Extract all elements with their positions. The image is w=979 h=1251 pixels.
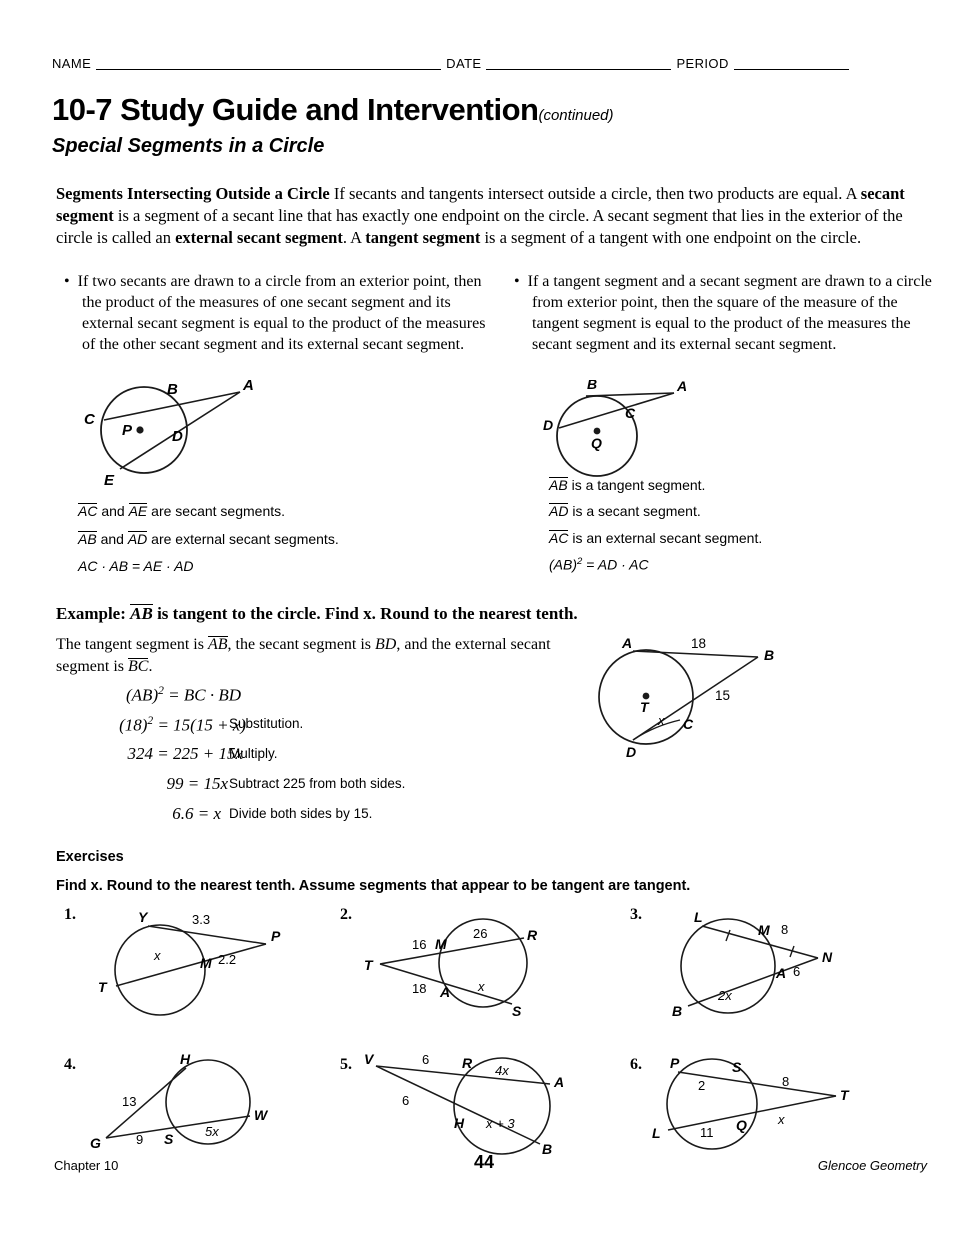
label-m: M (758, 922, 770, 938)
theorem-bullet-tangent-secant: • If a tangent segment and a secant segment are drawn to a circle from exterior point, then the square of the measure of the tangent segment is equal to the product of the measures the secant segment and its external secant segment. (514, 273, 932, 353)
secant-tr (380, 938, 524, 964)
secant-ad (559, 393, 674, 428)
concept-text-2: is a segment of a secant line that has exactly one endpoint on the circle. A secant segment that lies in the exterior of the circle is called an (56, 205, 903, 247)
label-n: N (822, 949, 833, 965)
label-r: R (527, 927, 538, 943)
label-q: Q (591, 435, 602, 451)
tangent-ab (586, 393, 674, 396)
caption-seg-ac: AC (549, 530, 569, 546)
concept-paragraph (56, 183, 928, 249)
label-v: V (364, 1051, 374, 1067)
measure-an: 6 (793, 964, 801, 979)
page-subtitle: Special Segments in a Circle (52, 135, 325, 157)
example-body-3: , and the external secant segment is (56, 636, 551, 675)
exercises-instructions: Find x. Round to the nearest tenth. Assume segments that appear to be tangent are tangent. (56, 878, 691, 894)
step-expression: 6.6 = x (172, 804, 221, 823)
figure-example-tangent (588, 632, 798, 767)
measure-2x: 2x (718, 988, 732, 1003)
example-solution-steps (56, 684, 576, 834)
measure-vr: 6 (422, 1052, 430, 1067)
label-e: E (104, 472, 115, 488)
label-c: C (625, 405, 636, 421)
label-y: Y (138, 909, 148, 925)
chord-cd (633, 720, 680, 740)
caption-tangent-segment (549, 477, 705, 493)
measure-st: 8 (782, 1074, 790, 1089)
step-expression: 324 = 225 + 15x (127, 744, 243, 763)
footer-brand: Glencoe Geometry (817, 1158, 927, 1173)
caption-tail-1: are secant segments. (147, 503, 286, 519)
measure-ab: 18 (691, 636, 707, 651)
label-d: D (543, 417, 554, 433)
measure-bc: 15 (715, 688, 731, 703)
label-b: B (672, 1003, 683, 1019)
name-date-period-line (52, 56, 927, 71)
step-note: Divide both sides by 15. (229, 806, 373, 821)
exercise-figure-1 (88, 908, 298, 1023)
exercise-figure-3 (650, 908, 865, 1023)
secant-vb (376, 1066, 540, 1144)
tangent-ab (633, 651, 758, 657)
date-blank[interactable] (486, 58, 671, 70)
exercise-number-6: 6. (630, 1056, 642, 1073)
label-t: T (840, 1087, 849, 1103)
continued-marker: (continued) (538, 107, 614, 124)
label-a: A (776, 965, 787, 981)
example-label: Example: (56, 604, 126, 623)
caption-tail-2: are external secant segments. (147, 531, 339, 547)
concept-bold-2: external secant segment (175, 227, 343, 247)
solution-step (56, 804, 576, 834)
exercise-number-5: 5. (340, 1056, 352, 1073)
circle-1 (115, 925, 205, 1015)
label-r: R (462, 1055, 473, 1071)
measure-x: x (478, 979, 485, 994)
measure-mr: 26 (473, 926, 488, 941)
example-prompt: is tangent to the circle. Find x. Round to the nearest tenth. (152, 604, 578, 623)
figure-tangent-secant (524, 380, 714, 485)
measure-x: x (778, 1112, 785, 1127)
exercise-figure-5 (362, 1048, 592, 1160)
label-s: S (164, 1131, 174, 1147)
measure-x: x (154, 948, 161, 963)
caption-seg-ac: AC (78, 503, 98, 519)
secant-bd (633, 657, 758, 740)
equation-exponent: 2 (577, 556, 583, 567)
equation-secant-secant: AC · AB = AE · AD (78, 558, 194, 574)
exercise-number-3: 3. (630, 906, 642, 923)
caption-secant-segments (78, 503, 285, 519)
footer-chapter: Chapter 10 (54, 1158, 119, 1173)
example-body-1: The tangent segment is (56, 636, 208, 653)
label-c: C (683, 716, 694, 732)
example-intro (56, 634, 576, 677)
label-m: M (200, 955, 212, 971)
label-l: L (694, 909, 703, 925)
label-t: T (98, 979, 107, 995)
concept-text-3: . A (342, 227, 366, 247)
measure-gs: 9 (136, 1132, 144, 1147)
step-expression: $(18)^2 = 15(15 + x)$ (119, 714, 246, 735)
theorem-bullet-left-text: If two secants are drawn to a circle from an exterior point, then the product of the measures of one secant segment and its external secant segment is equal to the product of the measures of the other secant segment and its external secant segment. (77, 273, 486, 353)
caption-tail-ac: is an external secant segment. (568, 530, 763, 546)
label-b: B (167, 381, 178, 398)
exercise-number-4: 4. (64, 1056, 76, 1073)
caption-mid-1: and (97, 503, 129, 519)
exercise-number-2: 2. (340, 906, 352, 923)
label-d: D (172, 428, 183, 445)
example-seg-ab: AB (130, 604, 153, 623)
label-c: C (84, 411, 95, 428)
period-label: PERIOD (676, 56, 729, 71)
example-body-bd: BD (375, 636, 397, 653)
caption-external-secant-segments (78, 531, 339, 547)
equation-tangent-secant (549, 556, 649, 573)
caption-seg-ad: AD (127, 531, 148, 547)
measure-lq: 11 (700, 1125, 714, 1140)
label-p: P (122, 422, 133, 439)
measure-vh: 6 (402, 1093, 410, 1108)
label-l: L (652, 1125, 661, 1141)
example-body-seg-ab: AB (207, 636, 228, 653)
label-s: S (732, 1059, 742, 1075)
label-t: T (640, 699, 649, 715)
center-dot-q (594, 428, 601, 435)
concept-bold-1: secant segment (56, 184, 905, 225)
measure-5x: 5x (205, 1124, 219, 1139)
measure-mn: 8 (781, 922, 789, 937)
caption-tail-ad: is a secant segment. (568, 503, 701, 519)
figure-two-secants (72, 378, 302, 488)
page-title (52, 92, 614, 128)
caption-seg-ab: AB (78, 531, 97, 547)
concept-text-1: If secants and tangents intersect outside a circle, then two products are equal. A (329, 184, 861, 203)
exercise-figure-2 (360, 908, 580, 1023)
tangent-yp (148, 926, 266, 944)
page-title-text: 10-7 Study Guide and Intervention (52, 92, 539, 127)
example-body-2: , the secant segment is (227, 636, 376, 653)
name-blank[interactable] (96, 58, 441, 70)
measure-ta: 18 (412, 981, 427, 996)
label-a: A (677, 380, 688, 394)
label-w: W (254, 1107, 268, 1123)
measure-yp: 3.3 (192, 912, 211, 927)
caption-seg-ab: AB (549, 477, 568, 493)
step-note: Substitution. (229, 716, 304, 731)
label-a: A (243, 378, 254, 394)
caption-tail-ab: is a tangent segment. (567, 477, 706, 493)
period-blank[interactable] (734, 58, 849, 70)
label-a: A (554, 1074, 565, 1090)
step-expression: (AB)$^2$ = BC · BD (126, 684, 241, 705)
step-expression: 99 = 15x (166, 774, 228, 793)
solution-step (56, 744, 576, 774)
label-m: M (435, 936, 447, 952)
solution-step (56, 684, 576, 714)
label-p: P (670, 1055, 680, 1071)
step-note: Subtract 225 from both sides. (229, 776, 406, 791)
tick-mark-lm (726, 930, 730, 941)
concept-heading: Segments Intersecting Outside a Circle (56, 184, 330, 203)
concept-text-4: is a segment of a tangent with one endpoint on the circle. (480, 227, 862, 247)
label-h: H (454, 1115, 465, 1131)
exercise-number-1: 1. (64, 906, 76, 923)
footer-page-number: 44 (474, 1152, 495, 1172)
label-b: B (542, 1141, 553, 1157)
exercise-figure-4 (88, 1050, 308, 1160)
label-d: D (626, 744, 637, 760)
caption-secant-segment (549, 503, 701, 519)
caption-seg-ad: AD (549, 503, 569, 519)
theorem-bullet-secant-secant: • If two secants are drawn to a circle from an exterior point, then the product of the measures of one secant segment and its external secant segment is equal to the product of the measures of the other secant segment and its external secant segment. (64, 273, 486, 353)
label-b: B (587, 380, 598, 392)
caption-seg-ae: AE (128, 503, 148, 519)
center-dot-p (136, 426, 143, 433)
measure-mp: 2.2 (218, 952, 237, 967)
example-body-4: . (148, 657, 153, 675)
label-b: B (764, 647, 775, 663)
measure-4x: 4x (495, 1063, 509, 1078)
concept-bold-3: tangent segment (365, 227, 481, 247)
exercise-figure-6 (650, 1048, 870, 1160)
measure-ps: 2 (698, 1078, 706, 1093)
equation-rest: = AD · AC (582, 556, 649, 573)
measure-gh: 13 (122, 1094, 137, 1109)
label-g: G (90, 1135, 101, 1151)
measure-cd: x (658, 713, 665, 728)
exercises-heading: Exercises (56, 849, 124, 865)
label-a: A (440, 984, 451, 1000)
theorem-bullet-right-text: If a tangent segment and a secant segment are drawn to a circle from exterior point, then the square of the measure of the tangent segment is equal to the product of the measures the secant segment and its external secant segment. (527, 273, 932, 353)
solution-step (56, 714, 576, 744)
label-q: Q (736, 1117, 747, 1133)
label-s: S (512, 1003, 522, 1019)
label-h: H (180, 1051, 191, 1067)
date-label: DATE (446, 56, 482, 71)
caption-external-secant-segment (549, 530, 762, 546)
solution-step (56, 774, 576, 804)
example-body-seg-bc: BC (128, 657, 149, 675)
label-t: T (364, 957, 373, 973)
label-p: P (271, 928, 281, 944)
secant-tp (116, 944, 266, 986)
name-label: NAME (52, 56, 92, 71)
example-heading (56, 604, 578, 624)
measure-tm: 16 (412, 937, 427, 952)
label-a: A (622, 635, 633, 651)
equation-prefix: (AB) (549, 556, 577, 573)
caption-mid-2: and (96, 531, 128, 547)
step-note: Multiply. (229, 746, 278, 761)
measure-x-plus-3: x + 3 (486, 1116, 515, 1131)
